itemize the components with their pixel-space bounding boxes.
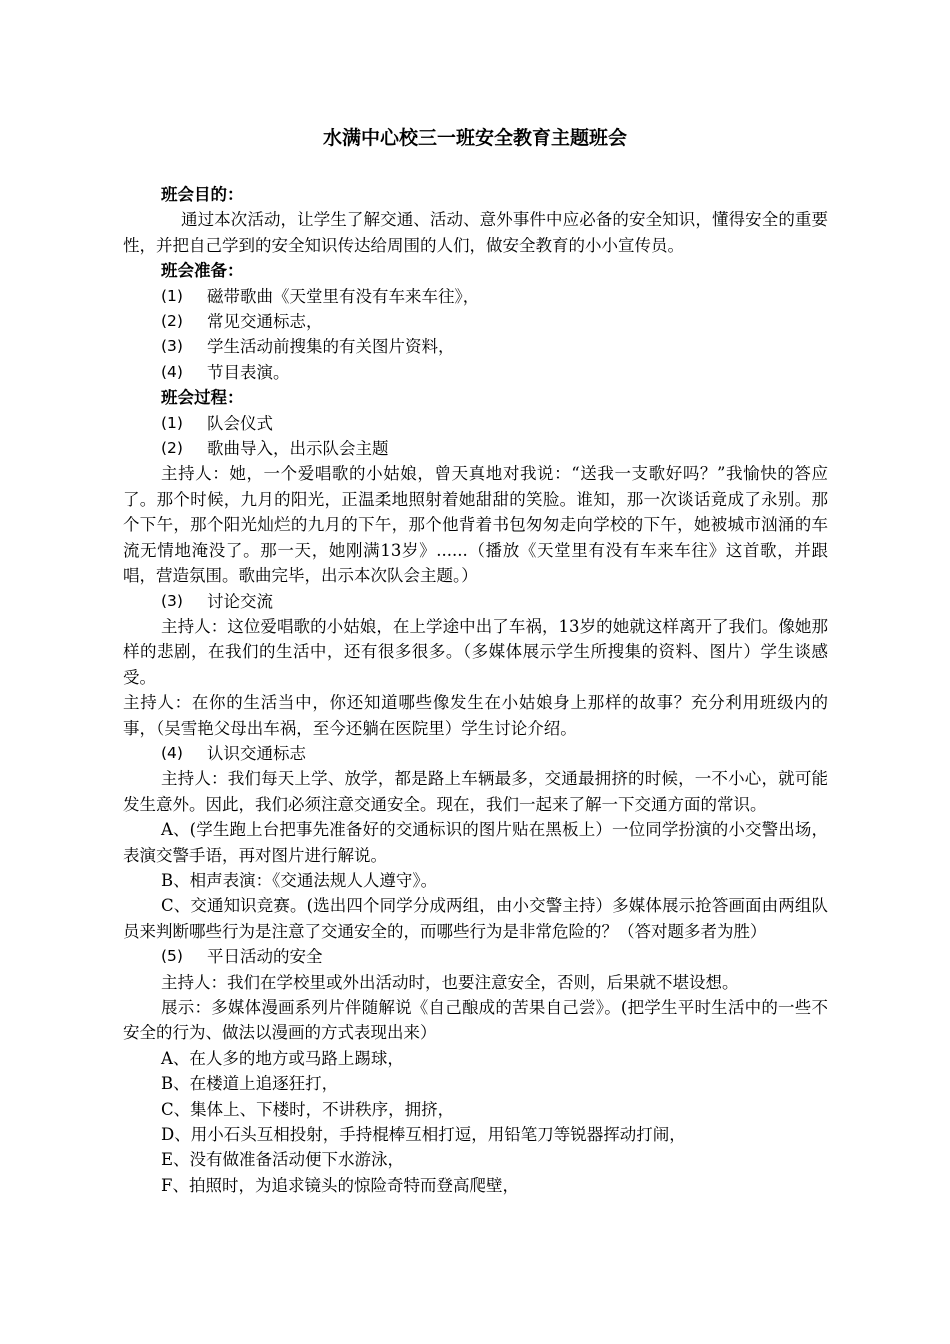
step3-paragraph: 主持人：这位爱唱歌的小姑娘，在上学途中出了车祸，13岁的她就这样离开了我们。像她那样的悲剧，在我们的生活中，还有很多很多。（多媒体展示学生所搜集的资料、图片）学生谈感受。 (123, 616, 828, 687)
step-text: 认识交通标志 (207, 743, 306, 763)
prep-item-number: (1) (161, 286, 183, 305)
step3-paragraph: 主持人：在你的生活当中，你还知道哪些像发生在小姑娘身上那样的故事？充分利用班级内的事，（吴雪艳父母出车祸，至今还躺在医院里）学生讨论介绍。 (123, 693, 828, 738)
step2-paragraph: 主持人：她，一个爱唱歌的小姑娘，曾天真地对我说：“送我一支歌好吗？”我愉快的答应了。那个时候，九月的阳光，正温柔地照射着她甜甜的笑脸。谁知，那一次谈话竟成了永别。那个下午，那个阳光灿烂的九月的下午，那个他背着书包匆匆走向学校的下午，她被城市汹涌的车流无情地淹没了。那一天，她刚满13岁》......（播放《天堂里有没有车来车往》这首歌，并跟唱，营造氛围。歌曲完毕，出示本次队会主题。） (123, 464, 828, 586)
process-step (123, 944, 828, 969)
step-number: (1) (161, 413, 183, 432)
prep-item-number: (3) (161, 337, 183, 356)
step4-paragraph: 主持人：我们每天上学、放学，都是路上车辆最多，交通最拥挤的时候，一不小心，就可能发生意外。因此，我们必须注意交通安全。现在，我们一起来了解一下交通方面的常识。 (123, 769, 828, 814)
prep-item-number: (4) (161, 362, 183, 381)
prep-item (123, 309, 828, 334)
prep-item (123, 284, 828, 309)
document-body (123, 182, 828, 1198)
step-text: 讨论交流 (207, 591, 273, 611)
purpose-heading: 班会目的： (161, 185, 244, 204)
step5-paragraph: 展示：多媒体漫画系列片伴随解说《自己酿成的苦果自己尝》。(把学生平时生活中的一些不安全的行为、做法以漫画的方式表现出来） (123, 998, 828, 1043)
behavior-item: F、拍照时，为追求镜头的惊险奇特而登高爬壁， (161, 1175, 519, 1195)
step4-item: C、交通知识竞赛。(选出四个同学分成两组，由小交警主持）多媒体展示抢答画面由两组队员来判断哪些行为是注意了交通安全的，而哪些行为是非常危险的？（答对题多者为胜） (123, 896, 828, 941)
prep-item-number: (2) (161, 312, 183, 331)
step4-item: A、(学生跑上台把事先准备好的交通标识的图片贴在黑板上）一位同学扮演的小交警出场，表演交警手语，再对图片进行解说。 (123, 820, 828, 865)
step-text: 队会仪式 (207, 413, 273, 433)
prep-item-text: 磁带歌曲《天堂里有没有车来车往》， (207, 286, 480, 306)
step4-item: B、相声表演：《交通法规人人遵守》。 (161, 870, 438, 890)
step-number: (3) (161, 591, 183, 610)
behavior-item: A、在人多的地方或马路上踢球， (161, 1048, 404, 1068)
process-step (123, 411, 828, 436)
process-step (123, 589, 828, 614)
step-text: 歌曲导入，出示队会主题 (207, 439, 389, 459)
prep-heading: 班会准备： (161, 261, 244, 281)
prep-item (123, 360, 828, 385)
step-number: (4) (161, 743, 183, 762)
step5-paragraph: 主持人：我们在学校里或外出活动时，也要注意安全，否则，后果就不堪设想。 (161, 972, 739, 992)
behavior-item: C、集体上、下楼时，不讲秩序，拥挤， (161, 1099, 455, 1119)
prep-item (123, 334, 828, 359)
step-number: (2) (161, 439, 183, 458)
behavior-item: E、没有做准备活动便下水游泳， (161, 1150, 405, 1170)
process-heading: 班会过程： (161, 388, 244, 408)
prep-item-text: 节目表演。 (207, 362, 290, 382)
prep-item-text: 学生活动前搜集的有关图片资料， (207, 337, 455, 357)
process-step (123, 436, 828, 461)
step-text: 平日活动的安全 (207, 947, 323, 967)
behavior-item: B、在楼道上追逐狂打， (161, 1074, 339, 1094)
behavior-item: D、用小石头互相投射，手持棍棒互相打逗，用铅笔刀等锐器挥动打闹， (161, 1125, 686, 1145)
prep-item-text: 常见交通标志， (207, 312, 323, 332)
document-title: 水满中心校三一班安全教育主题班会 (322, 127, 627, 149)
purpose-text: 通过本次活动，让学生了解交通、活动、意外事件中应必备的安全知识，懂得安全的重要性，并把自己学到的安全知识传达给周围的人们，做安全教育的小小宣传员。 (123, 210, 828, 255)
step-number: (5) (161, 947, 183, 966)
process-step (123, 741, 828, 766)
